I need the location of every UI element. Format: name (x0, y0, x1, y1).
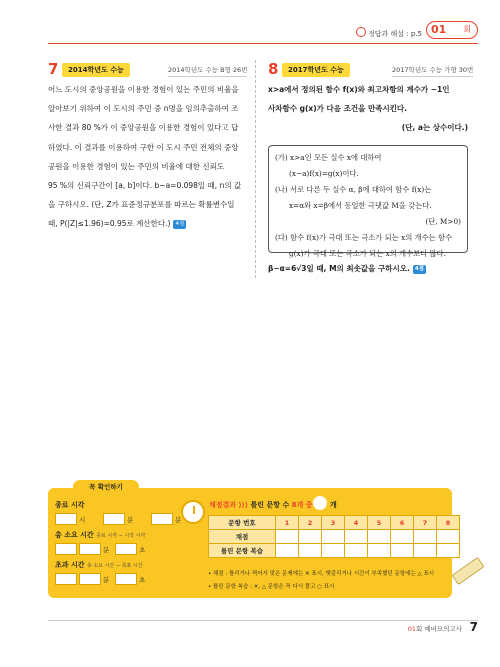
over-time-note: 총 소요 시간 − 목표 시간 (86, 563, 143, 569)
over-hour-input-2[interactable] (79, 573, 101, 585)
question-number: 2 (299, 516, 322, 530)
end-hour-input[interactable] (55, 513, 77, 525)
over-hour-input[interactable] (55, 573, 77, 585)
problem-7-source: 2014학년도 수능 B형 26번 (168, 65, 247, 77)
table-row (209, 516, 460, 530)
footer-label (408, 624, 462, 633)
question-number: 6 (391, 516, 414, 530)
review-cell[interactable] (322, 544, 345, 558)
over-second-unit: 초 (139, 576, 146, 584)
points-badge: 4점 (175, 220, 185, 227)
round-badge (426, 21, 478, 39)
review-cell[interactable] (276, 544, 299, 558)
table-header: 틀린 문항 복습 (209, 544, 276, 558)
page-number: 7 (469, 620, 478, 634)
problem-7-tag: 2014학년도 수능 (62, 63, 130, 77)
table-header: 채점 (209, 530, 276, 544)
footer-round: 01 (407, 625, 416, 633)
footer-divider (48, 620, 478, 621)
grade-cell[interactable] (276, 530, 299, 544)
question-number: 7 (414, 516, 437, 530)
problem-7-line: 을 구하시오. (단, Z가 표준정규분포를 따르는 확률변수일 (48, 200, 235, 210)
panel-tab: 꼭 확인하기 (73, 480, 139, 494)
wrong-count-input[interactable] (313, 496, 327, 510)
end-time-label: 종료 시각 (55, 501, 85, 509)
review-cell[interactable] (414, 544, 437, 558)
problem-8-tag: 2017학년도 수능 (282, 63, 350, 77)
table-row (209, 544, 460, 558)
total-second-input[interactable] (115, 543, 137, 555)
total-second-unit: 초 (139, 546, 146, 554)
pencil-icon (451, 557, 484, 585)
minute-unit: 분 (127, 516, 134, 524)
result-title (209, 500, 313, 510)
review-cell[interactable] (299, 544, 322, 558)
total-hour-input-2[interactable] (79, 543, 101, 555)
result-prefix: 채점결과 ⟩⟩⟩ (209, 501, 249, 509)
magnifier-icon (356, 27, 366, 37)
problem-7-line: 사한 결과 80 %가 이 중앙공원을 이용한 경험이 있다고 답 (48, 123, 239, 133)
total-time-title: 총 소요 시간 (55, 531, 94, 539)
result-total: 8개 중 (291, 501, 313, 509)
grade-cell[interactable] (391, 530, 414, 544)
problem-7-last-line: 때, P(|Z|≤1.96)=0.95로 계산한다.) (48, 219, 171, 229)
round-suffix: 회 (463, 25, 471, 34)
end-minute-input[interactable] (151, 513, 173, 525)
problem-7-body (48, 80, 253, 234)
score-table (208, 515, 460, 558)
grade-cell[interactable] (368, 530, 391, 544)
condition-line: (나) 서로 다른 두 실수 α, β에 대하여 함수 f(x)는 (275, 185, 432, 194)
condition-line: (가) x>a인 모든 실수 x에 대하여 (275, 153, 382, 162)
table-header: 문항 번호 (209, 516, 276, 530)
problem-7-line: 공원을 이용한 경험이 있는 주민의 비율에 대한 신뢰도 (48, 161, 225, 171)
over-time-title: 초과 시간 (55, 561, 85, 569)
over-time-label (55, 560, 143, 570)
grade-cell[interactable] (414, 530, 437, 544)
end-hour-input-2[interactable] (103, 513, 125, 525)
problem-8-question (268, 259, 468, 278)
condition-line: (x−a)f(x)=g(x)이다. (289, 169, 359, 178)
question-number: 4 (345, 516, 368, 530)
over-minute-unit: 분 (103, 576, 110, 584)
problem-8-intro (268, 80, 468, 138)
result-unit: 개 (330, 501, 337, 509)
round-number: 01 (431, 23, 447, 36)
grade-cell[interactable] (437, 530, 460, 544)
problem-7-line: 95 %의 신뢰구간이 [a, b]이다. b−a=0.098일 때, n의 값 (48, 181, 242, 191)
condition-box (268, 145, 468, 258)
footer-text: 회 예비모의고사 (415, 625, 462, 633)
review-cell[interactable] (391, 544, 414, 558)
result-text: 틀린 문항 수 (250, 501, 290, 509)
clock-icon (181, 500, 205, 524)
problem-8-source: 2017학년도 수능 가형 30번 (392, 65, 473, 77)
question-number: 3 (322, 516, 345, 530)
question-number: 1 (276, 516, 299, 530)
condition-line: (단, M>0) (425, 217, 461, 226)
review-cell[interactable] (345, 544, 368, 558)
condition-line: (다) 함수 f(x)가 극대 또는 극소가 되는 x의 개수는 함수 (275, 233, 453, 242)
grade-cell[interactable] (322, 530, 345, 544)
points-badge: 4점 (414, 265, 424, 272)
problem-7-line: 어느 도시의 중앙공원을 이용한 경험이 있는 주민의 비율을 (48, 85, 239, 94)
condition-line: x=α와 x=β에서 동일한 극댓값 M을 갖는다. (289, 201, 432, 210)
review-note: • 틀린 문항 복습 : ✕, △ 문항은 꼭 다시 풀고 ○ 표시 (208, 584, 335, 590)
column-separator (255, 60, 256, 278)
question-number: 8 (437, 516, 460, 530)
problem-7-line: 알아보기 위하여 이 도시의 주민 중 n명을 임의추출하여 조 (48, 104, 239, 114)
problem-8-intro-line: 사차함수 g(x)가 다음 조건을 만족시킨다. (268, 104, 408, 114)
total-minute-unit: 분 (103, 546, 110, 554)
minute-unit-2: 분 (175, 516, 182, 524)
review-cell[interactable] (368, 544, 391, 558)
problem-7-number: 7 (48, 60, 59, 78)
total-time-note: 종료 시각 − 시작 시각 (96, 533, 146, 539)
header-divider (48, 43, 478, 44)
review-cell[interactable] (437, 544, 460, 558)
question-number: 5 (368, 516, 391, 530)
total-hour-input[interactable] (55, 543, 77, 555)
hour-unit: 시 (79, 516, 86, 524)
grading-note: • 채점 : 틀리거나 찍어서 맞은 문제에는 ✕ 표시, 헷갈리거나 시간이 부족했던 문항에는 △ 표시 (208, 571, 435, 577)
table-row (209, 530, 460, 544)
condition-line: g(x)가 극대 또는 극소가 되는 x의 개수보다 많다. (289, 249, 446, 258)
problem-8-intro-line: x>a에서 정의된 함수 f(x)와 최고차항의 계수가 −1인 (268, 85, 450, 94)
answer-reference-label: 정답과 해설 : p.5 (368, 30, 422, 38)
problem-7-line (48, 214, 253, 233)
problem-8-question-text: β−α=6√3일 때, M의 최솟값을 구하시오. (268, 264, 410, 273)
problem-8-number: 8 (268, 60, 279, 78)
problem-7-line: 하였다. 이 결과를 이용하여 구한 이 도시 주민 전체의 중앙 (48, 142, 239, 152)
grade-cell[interactable] (345, 530, 368, 544)
over-second-input[interactable] (115, 573, 137, 585)
total-time-label (55, 530, 145, 540)
problem-8-intro-note: (단, a는 상수이다.) (401, 123, 468, 133)
grade-cell[interactable] (299, 530, 322, 544)
answer-reference (356, 26, 422, 39)
